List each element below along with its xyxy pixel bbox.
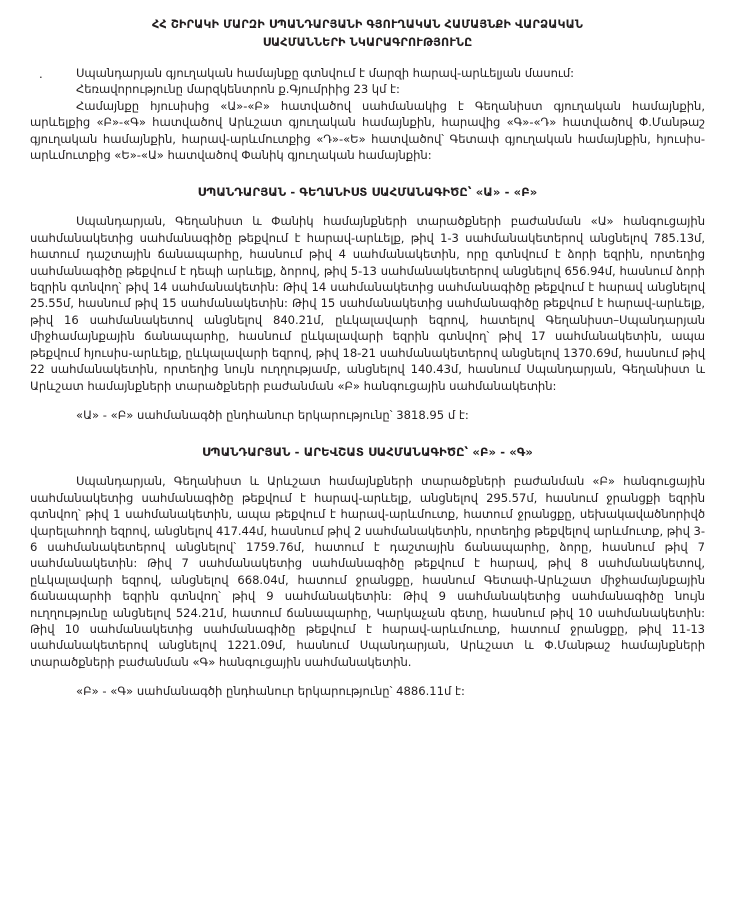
document-title-line-2: ՍԱՀՄԱՆՆԵՐԻ ՆԿԱՐԱԳՐՈՒԹՅՈՒՆԸ [262,36,473,49]
bullet-marker-icon: . [39,67,43,81]
section-summary-b-g: «Բ» - «Գ» սահմանագծի ընդհանուր երկարությունը՝ 4886.11մ է: [76,684,465,699]
section-body-a-b: Սպանդարյան, Գեղանիստ և Փանիկ համայնքների տարածքների բաժանման «Ա» հանգուցային սահմանակետից սահմանագիծը թեքվում է հարավ-արևելք, թիվ 1-3 սահմանակետերով անցնելով 785.13մ, հատում դաշտային ճանապարհը, հասնում թիվ 4 սահմանակետին, որը գտնվում է ձորի եզրին, որտեղից սահմանագիծը թեքվում է դեպի արևելք, ձորով, թիվ 5-13 սահմանակետերով անցնելով 656.94մ, հասնում ձորի եզրին գտնվող՝ թիվ 14 սահմանակետին: Թիվ 14 սահմանակետից սահմանագիծը թեքվում է հարավ անցնելով 25.55մ, հասնում թիվ 15 սահմանակետին: Թիվ 15 սահմանակետից սահմանագիծը թեքվում է հարավ-արևելք, թիվ 16 սահմանակետով անցնելով 840.21մ, ըևկալավարի եզրով, հատելով Գեղանիստ–Սպանդարյան միջհամայնքային ճանապարհը, հասնում ըևկալավարի եզրին գտնվող՝ թիվ 17 սահմանակետին, ապա թեքվում հյուսիս-արևելք, ըևկալավարի եզրով, թիվ 18-21 սահմանակետերով անցնելով 1370.69մ, հասնում թիվ 22 սահմանակետին, որտեղից նույն ուղղությամբ, անցնելով 140.43մ, հասնում Սպանդարյան, Գեղանիստ և Արևշատ համայնքների տարածքների բաժանման «Բ» հանգուցային սահմանակետին: [30,214,705,393]
document-title [30,16,705,52]
section-heading-b-g: ՍՊԱՆԴԱՐՅԱՆ - ԱՐԵՎՇԱՏ ՍԱՀՄԱՆԱԳԻԾԸ՝ «Բ» - «Գ» [201,445,534,460]
intro-paragraph-2: Հեռավորությունը մարզկենտրոն ք.Գյումրիից 23 կմ է: [76,82,400,97]
section-heading-a-b: ՍՊԱՆԴԱՐՅԱՆ - ԳԵՂԱՆԻՍՏ ՍԱՀՄԱՆԱԳԻԾԸ՝ «Ա» - «Բ» [197,185,538,200]
section-body-b-g: Սպանդարյան, Գեղանիստ և Արևշատ համայնքների տարածքների բաժանման «Բ» հանգուցային սահմանակետից սահմանագիծը թեքվում է հարավ-արևելք, անցնելով 295.57մ, հասնում ջրանցքի եզրին գտնվող՝ թիվ 1 սահմանակետին, ապա թեքվում է հարավ-արևմուտք, հատում ջրանցքը, սեխակավածնորիվծ վարելահողի եզրով, անցնելով 417.44մ, հասնում թիվ 2 սահմանակետին, որտեղից թեքվելով արևմուտք, թիվ 3-6 սահմանակետերով անցնելով՝ 1759.76մ, հատում է դաշտային ճանապարհը, ձորը, հասնում թիվ 7 սահմանակետին: Թիվ 7 սահմանակետից սահմանագիծը թեքվում է հարավ, թիվ 8 սահմանակետով, ըևկալավարի եզրով, անցնելով 668.04մ, հատում ջրանցքը, հասնում Գետափ-Արևշատ միջհամայնքային ճանապարհի եզրին գտնվող՝ թիվ 9 սահմանակետին: Թիվ 9 սահմանակետից սահմանագիծը նույն ուղղությունը անցնելով 524.21մ, հատում ճանապարհը, Կարկաչան գետը, հասնում թիվ 10 սահմանակետին: Թիվ 10 սահմանակետից սահմանագիծը թեքվում է հարավ-արևմուտք, հատում ջրանցքը, թիվ 11-13 սահմանակետերով անցնելով 1221.09մ, հասնում Սպանդարյան, Արևշատ և Փ.Մանթաշ համայնքների տարածքների բաժանման «Գ» հանգուցային սահմանակետին. [30,474,705,669]
section-summary-a-b: «Ա» - «Բ» սահմանագծի ընդհանուր երկարությունը՝ 3818.95 մ է: [76,407,469,422]
intro-paragraph-3: Համայնքը հյուսիսից «Ա»-«Բ» հատվածով սահմանակից է Գեղանիստ գյուղական համայնքին, արևելքից «Բ»-«Գ» հատվածով Արևշատ գյուղական համայնքին, հարավից «Գ»-«Դ» հատվածով Փ.Մանթաշ գյուղական համայնքին, հարավ-արևմուտքից «Դ»-«Ե» հատվածով՝ Գետափ գյուղական համայնքին, հյուսիս-արևմուտքից «Ե»-«Ա» հատվածով Փանիկ գյուղական համայնքին: [30,98,705,163]
intro-paragraph-1: Սպանդարյան գյուղական համայնքը գտնվում է մարզի հարավ-արևելյան մասում: [76,66,575,80]
document-title-line-1: ՀՀ ՇԻՐԱԿԻ ՄԱՐԶԻ ՍՊԱՆԴԱՐՅԱՆԻ ԳՅՈՒՂԱԿԱՆ ՀԱՄԱՅՆՔԻ ՎԱՐՁԱԿԱՆ [151,18,584,31]
